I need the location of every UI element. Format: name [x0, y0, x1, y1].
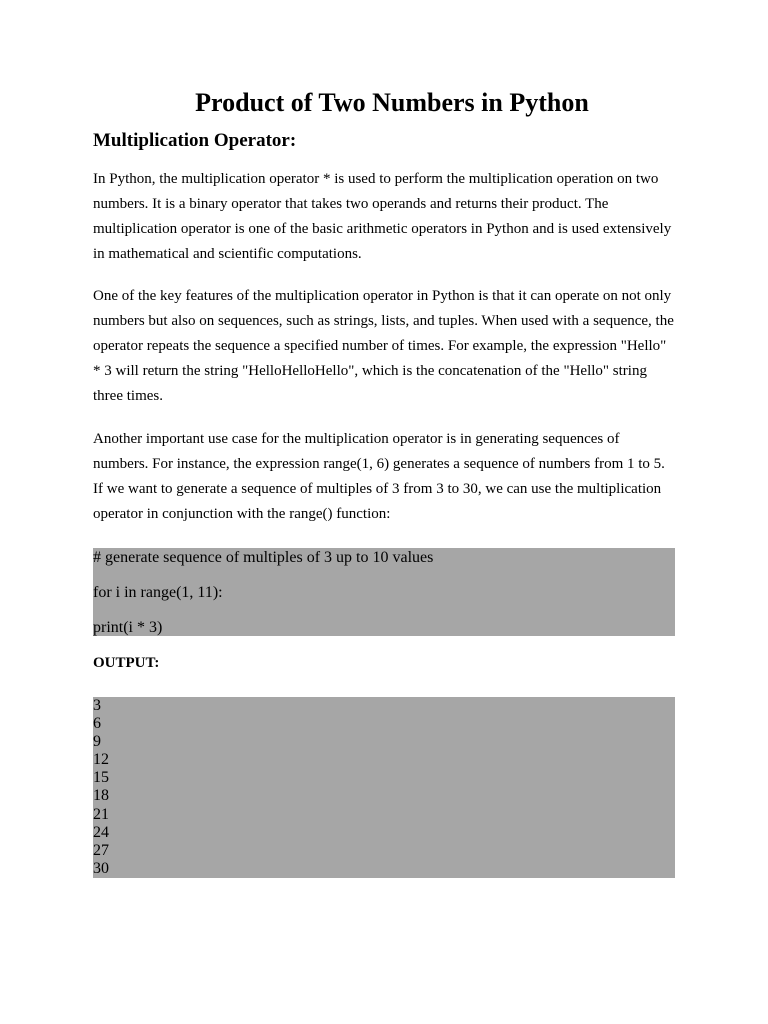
- paragraph-sequences: One of the key features of the multiplication operator in Python is that it can operate on not only numbers but also on sequences, such as strings, lists, and tuples. When used with a sequence, the operator repeats the sequence a specified number of times. For example, the expression "Hello" * 3 will return the string "HelloHelloHello", which is the concatenation of the "Hello" string three times.: [93, 288, 674, 404]
- section-heading: Multiplication Operator:: [93, 130, 297, 151]
- code-line-print: print(i * 3): [93, 619, 163, 636]
- output-line: 15: [93, 769, 109, 787]
- output-line: 9: [93, 733, 101, 751]
- output-line: 21: [93, 805, 109, 823]
- output-line: 3: [93, 697, 101, 714]
- output-label: OUTPUT:: [93, 655, 160, 671]
- output-block: [93, 697, 675, 878]
- output-line: 12: [93, 751, 109, 769]
- output-line: 27: [93, 841, 109, 859]
- output-line: 24: [93, 823, 109, 841]
- page-title: Product of Two Numbers in Python: [195, 88, 589, 117]
- output-line: 30: [93, 859, 109, 877]
- paragraph-intro: In Python, the multiplication operator * is used to perform the multiplication operation on two numbers. It is a binary operator that takes two operands and returns their product. The multiplication operator is one of the basic arithmetic operators in Python and is used extensively in mathematical and scientific computations.: [93, 171, 672, 262]
- paragraph-range: Another important use case for the multiplication operator is in generating sequences of numbers. For instance, the expression range(1, 6) generates a sequence of numbers from 1 to 5. If we want to generate a sequence of multiples of 3 from 3 to 30, we can use the multiplication operator in conjunction with the range() function:: [93, 431, 665, 522]
- code-line-comment: # generate sequence of multiples of 3 up to 10 values: [93, 549, 434, 566]
- code-line-for: for i in range(1, 11):: [93, 584, 223, 601]
- output-line: 18: [93, 787, 109, 805]
- output-line: 6: [93, 715, 101, 733]
- code-block: [93, 548, 675, 636]
